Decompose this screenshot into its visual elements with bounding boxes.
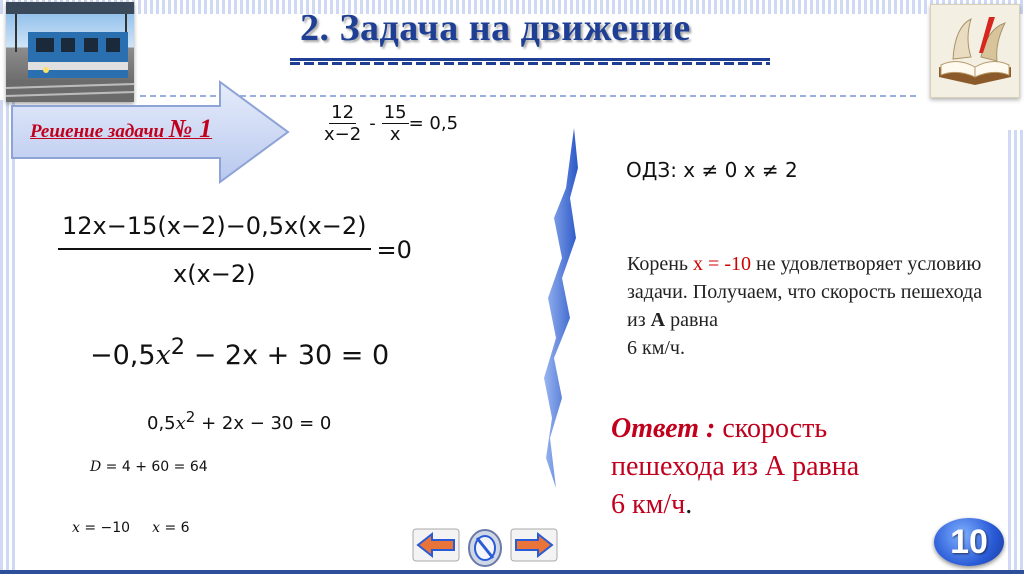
frac2-denominator: x <box>389 124 401 145</box>
answer-block <box>611 410 941 524</box>
answer-dot: . <box>685 489 693 520</box>
note-part3: равна <box>665 309 718 331</box>
answer-label: Ответ : <box>611 413 716 444</box>
note-speed: 6 км/ч. <box>627 337 685 359</box>
combined-fraction <box>58 212 412 288</box>
minus-sign: - <box>369 113 376 134</box>
title-underline-dashed <box>290 62 770 65</box>
root1-var: x <box>72 520 80 536</box>
frac2-numerator: 15 <box>383 102 407 123</box>
fraction-15-over-x <box>382 102 409 145</box>
combined-denominator: x(x−2) <box>172 260 256 288</box>
solution-number: № 1 <box>168 114 213 143</box>
discriminant-var: D <box>90 459 102 475</box>
bottom-bar <box>0 570 1024 574</box>
slide-title: 2. Задача на движение <box>300 7 691 49</box>
quad2-coef: 0,5 <box>147 413 176 434</box>
quad1-var: x <box>155 340 171 371</box>
divider-crack <box>540 128 586 488</box>
combined-fraction-body <box>58 212 371 288</box>
roots <box>72 520 190 536</box>
note-part1: Корень <box>627 253 694 275</box>
title-underline <box>290 58 770 61</box>
quad2-rest: + 2x − 30 = 0 <box>195 413 332 434</box>
quad2-exp: 2 <box>185 408 196 426</box>
next-slide-icon[interactable] <box>510 528 558 562</box>
frac1-denominator: x−2 <box>324 124 362 145</box>
right-frame-stripes <box>1008 130 1024 574</box>
combined-numerator: 12x−15(x−2)−0,5x(x−2) <box>58 212 371 250</box>
frac1-numerator: 12 <box>331 102 355 123</box>
note-rejected-root: x = -10 <box>693 253 751 275</box>
book-icon <box>931 5 1019 97</box>
solution-label-text: Решение задачи <box>30 121 169 142</box>
equation-rhs: = 0,5 <box>408 113 459 134</box>
note-part2: не удовлетворяет условию задачи. Получаем, что скорость пешехода из <box>627 253 983 331</box>
book-illustration <box>930 4 1020 98</box>
main-equation <box>322 102 458 145</box>
combined-rhs: =0 <box>376 236 412 264</box>
root2-var: x <box>152 520 160 536</box>
quad1-rest: − 2x + 30 = 0 <box>185 340 390 371</box>
solution-label <box>30 114 212 144</box>
fraction-12-over-x-2 <box>322 102 363 145</box>
discriminant <box>90 459 208 475</box>
quad1-coef: −0,5 <box>90 340 156 371</box>
quad2-var: x <box>175 413 186 434</box>
root-note <box>627 250 987 362</box>
page-number-badge: 10 <box>934 518 1004 566</box>
domain-condition: ОДЗ: x ≠ 0 x ≠ 2 <box>626 158 798 182</box>
prev-slide-icon[interactable] <box>412 528 460 562</box>
discriminant-rest: = 4 + 60 = 64 <box>101 459 208 475</box>
home-icon[interactable] <box>467 528 503 568</box>
quad1-exp: 2 <box>170 334 186 360</box>
root2-value: = 6 <box>160 520 190 536</box>
answer-text: скорость пешехода из А равна <box>611 413 860 482</box>
quadratic-equation-1 <box>90 334 389 371</box>
root1-value: = −10 <box>79 520 131 536</box>
answer-speed: 6 км/ч <box>611 489 686 520</box>
quadratic-equation-2 <box>147 408 331 434</box>
note-point-a: А <box>650 309 666 331</box>
